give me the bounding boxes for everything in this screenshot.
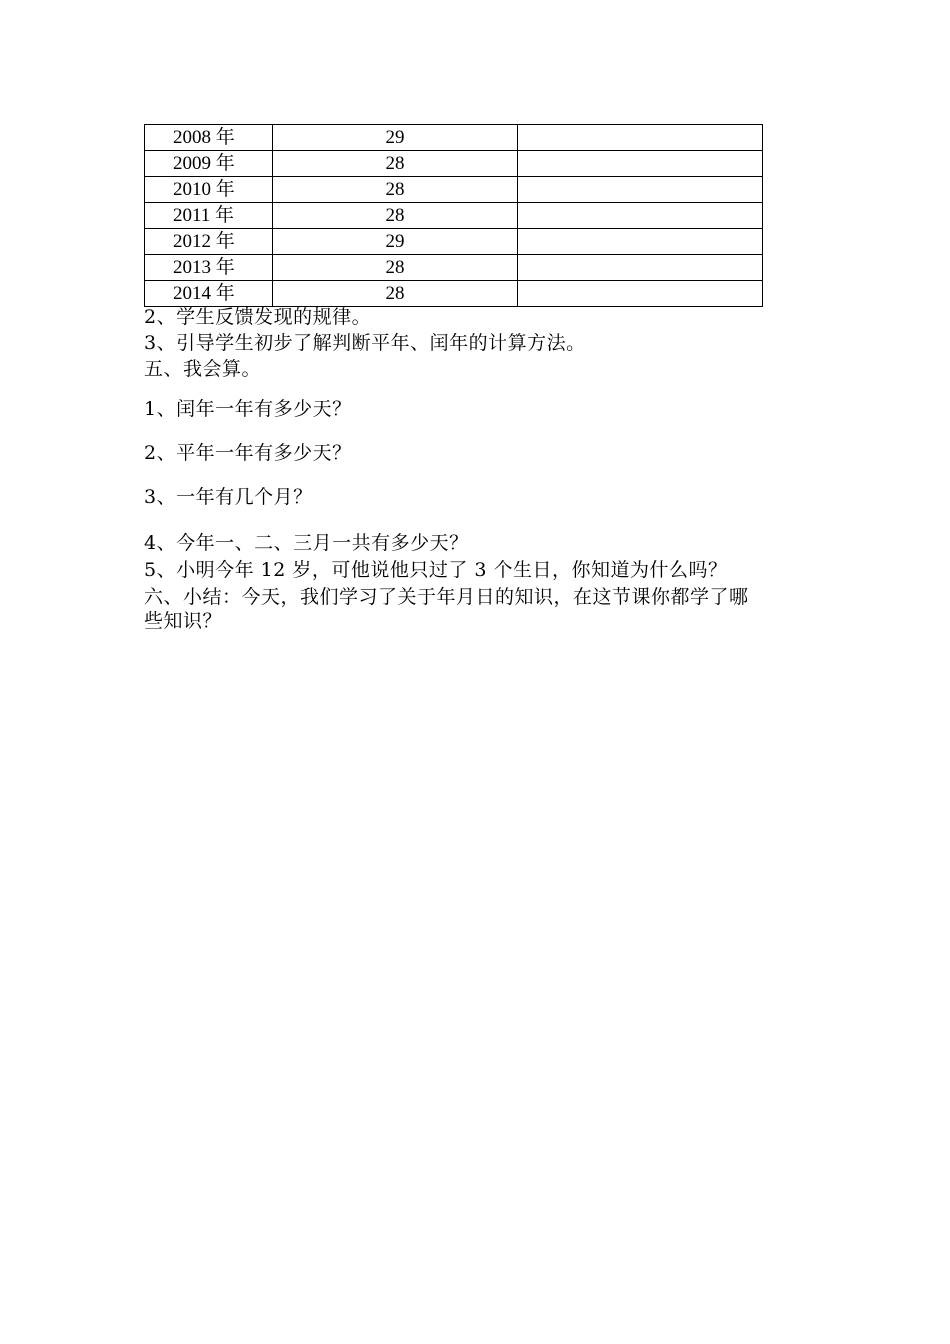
days-cell: 29: [273, 229, 518, 255]
table-row: [145, 177, 763, 203]
note-cell: [518, 203, 763, 229]
year-cell: 2009 年: [145, 151, 273, 177]
table-row: [145, 229, 763, 255]
days-cell: 28: [273, 255, 518, 281]
february-days-table: [144, 124, 763, 307]
summary-line-2: 些知识？: [144, 610, 223, 632]
year-cell: 2014 年: [145, 281, 273, 307]
days-cell: 28: [273, 281, 518, 307]
note-cell: [518, 125, 763, 151]
note-cell: [518, 255, 763, 281]
year-cell: 2008 年: [145, 125, 273, 151]
note-cell: [518, 151, 763, 177]
section-five-heading: 五、我会算。: [144, 358, 262, 380]
table-row: [145, 281, 763, 307]
feedback-line: 2、学生反馈发现的规律。: [144, 306, 372, 328]
year-cell: 2010 年: [145, 177, 273, 203]
days-cell: 28: [273, 177, 518, 203]
year-cell: 2013 年: [145, 255, 273, 281]
question-4: 4、今年一、二、三月一共有多少天？: [144, 532, 469, 554]
table-row: [145, 203, 763, 229]
table-row: [145, 125, 763, 151]
summary-line-1: 六、小结：今天，我们学习了关于年月日的知识，在这节课你都学了哪: [144, 586, 749, 608]
question-2: 2、平年一年有多少天？: [144, 442, 352, 464]
days-cell: 28: [273, 151, 518, 177]
note-cell: [518, 281, 763, 307]
year-cell: 2012 年: [145, 229, 273, 255]
days-cell: 29: [273, 125, 518, 151]
question-1: 1、闰年一年有多少天？: [144, 398, 352, 420]
guide-line: 3、引导学生初步了解判断平年、闰年的计算方法。: [144, 332, 586, 354]
table-row: [145, 255, 763, 281]
year-cell: 2011 年: [145, 203, 273, 229]
note-cell: [518, 229, 763, 255]
question-5: 5、小明今年 12 岁，可他说他只过了 3 个生日，你知道为什么吗？: [144, 559, 728, 581]
note-cell: [518, 177, 763, 203]
days-cell: 28: [273, 203, 518, 229]
question-3: 3、一年有几个月？: [144, 486, 313, 508]
table-row: [145, 151, 763, 177]
